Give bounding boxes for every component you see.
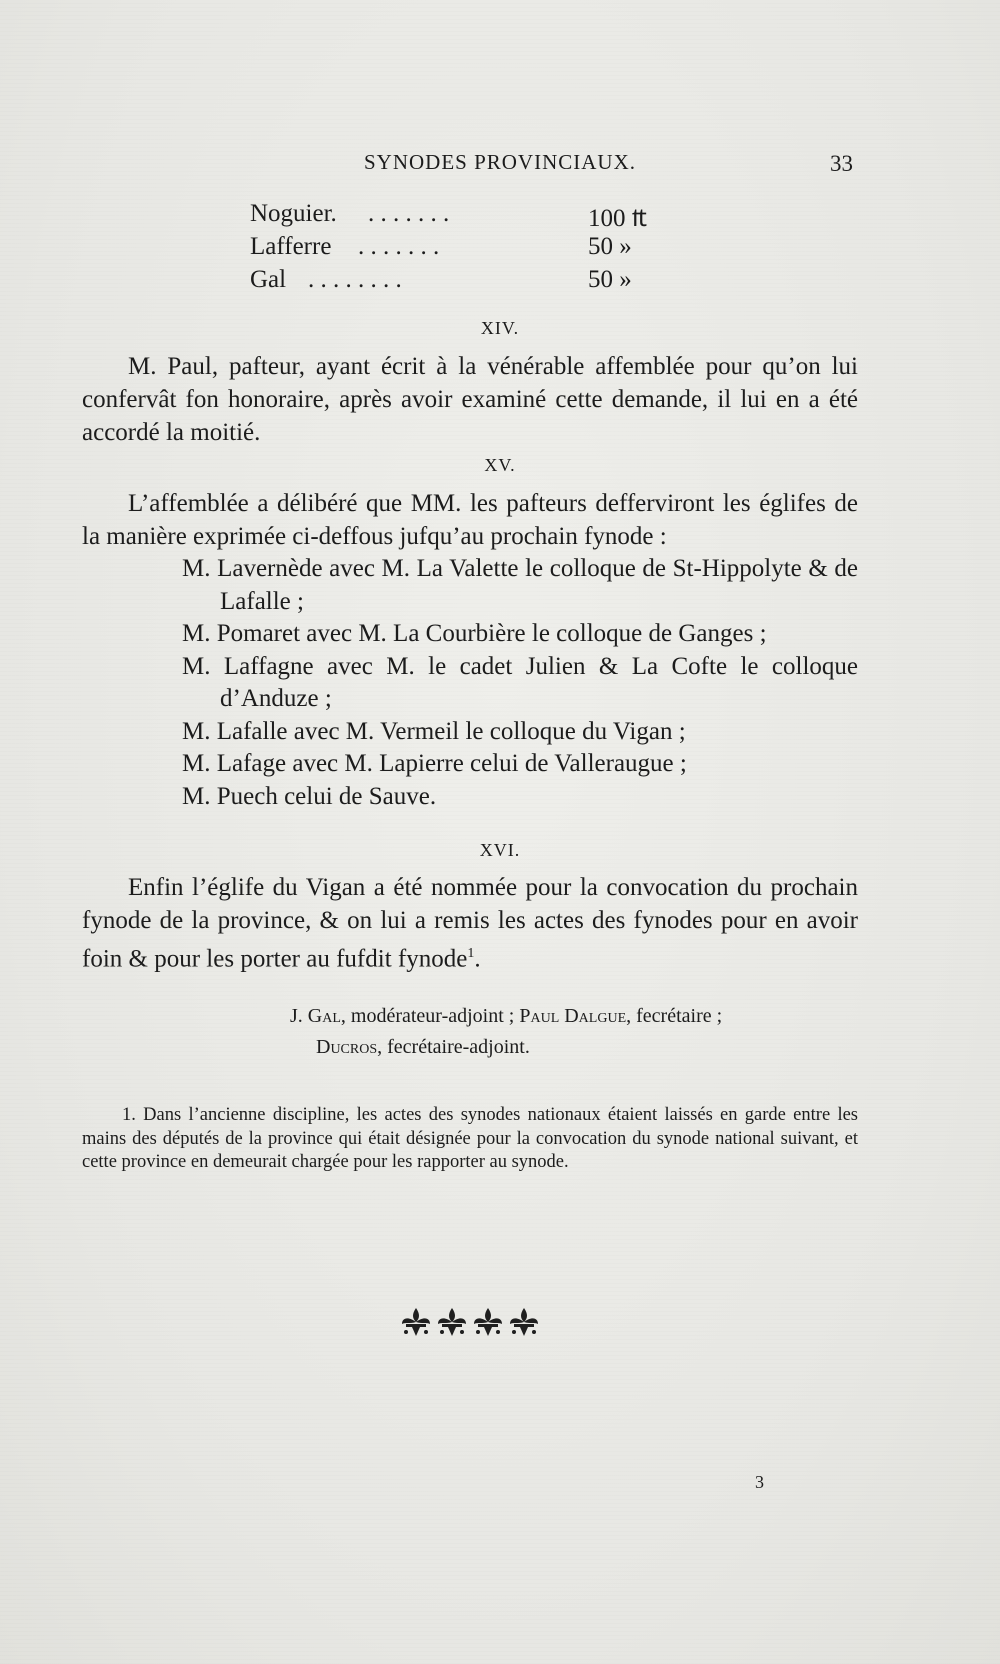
section-text-xv: L’affemblée a délibéré que MM. les pafteurs defferviront les églifes de la manière exprimée ci-deffous jufqu’au prochain fynode : [82, 490, 858, 550]
footnote-number: 1. [122, 1105, 136, 1125]
payment-amount: 100 ₶ [588, 205, 648, 232]
list-item: M. Puech celui de Sauve. [182, 782, 437, 810]
section-heading-xv: XV. [484, 455, 516, 475]
leader-dots: . . . . . . . . [308, 266, 402, 293]
payment-row-lafferre [250, 233, 670, 265]
payment-amount: 50 » [588, 233, 632, 260]
page-number: 33 [830, 151, 853, 176]
signature-role: , fecrétaire-adjoint. [377, 1036, 530, 1058]
signature-line-2 [290, 1032, 860, 1063]
list-item: M. Lafalle avec M. Vermeil le colloque du Vigan ; [182, 717, 686, 745]
footnote-text: Dans l’ancienne discipline, les actes des synodes nationaux étaient laissés en garde entre les mains des députés de la province qui était désignée pour la convocation du synode national suivant, et cette province en demeurait chargée pour les rapporter au synode. [82, 1105, 859, 1172]
signature-name-gal: Gal [307, 1005, 341, 1027]
payment-row-gal [250, 266, 670, 298]
signature-initial: J. [290, 1005, 308, 1027]
signature-mark: 3 [755, 1472, 764, 1492]
list-item: M. Pomaret avec M. La Courbière le colloque de Ganges ; [182, 620, 767, 647]
assignment-list [182, 553, 858, 813]
section-text: Enfin l’églife du Vigan a été nommée pour la convocation du prochain fynode de la province, & on lui a remis les actes des fynodes pour en avoir foin & pour les porter au fufdit fynode [82, 874, 858, 973]
section-text-xiv: M. Paul, pafteur, ayant écrit à la vénérable affemblée pour qu’on lui confervât fon honoraire, après avoir examiné cette demande, il lui en a été accordé la moitié. [82, 353, 858, 446]
section-text-end: . [474, 945, 481, 973]
section-text-xvi [82, 871, 858, 975]
signature-name-dalgue: Paul Dalgue [519, 1005, 627, 1027]
payment-row-noguier [250, 200, 670, 232]
fleuron-ornament-icon [400, 1302, 540, 1342]
payment-name: Gal [250, 266, 287, 293]
list-item: M. Lavernède avec M. La Valette le colloque de St-Hippolyte & de Lafalle ; [182, 555, 858, 615]
payment-name: Lafferre [250, 233, 332, 260]
leader-dots: . . . . . . . [368, 200, 450, 227]
payment-name: Noguier. [250, 200, 337, 227]
signature-line-1 [290, 1001, 860, 1032]
footnote [82, 1104, 858, 1175]
footnote-ref: 1 [467, 946, 475, 961]
signature-role: , fecrétaire ; [626, 1005, 723, 1027]
running-head: SYNODES PROVINCIAUX. [363, 150, 637, 174]
list-item: M. Laffagne avec M. le cadet Julien & La Cofte le colloque d’Anduze ; [182, 652, 858, 712]
list-item: M. Lafage avec M. Lapierre celui de Valleraugue ; [182, 750, 687, 777]
signature-block [290, 1001, 860, 1063]
payment-amount: 50 » [588, 266, 632, 293]
signature-name-ducros: Ducros [316, 1036, 378, 1058]
section-heading-xiv: XIV. [480, 318, 520, 338]
section-heading-xvi: XVI. [479, 840, 521, 860]
leader-dots: . . . . . . . [358, 233, 440, 260]
signature-role: , modérateur-adjoint ; [340, 1005, 520, 1027]
